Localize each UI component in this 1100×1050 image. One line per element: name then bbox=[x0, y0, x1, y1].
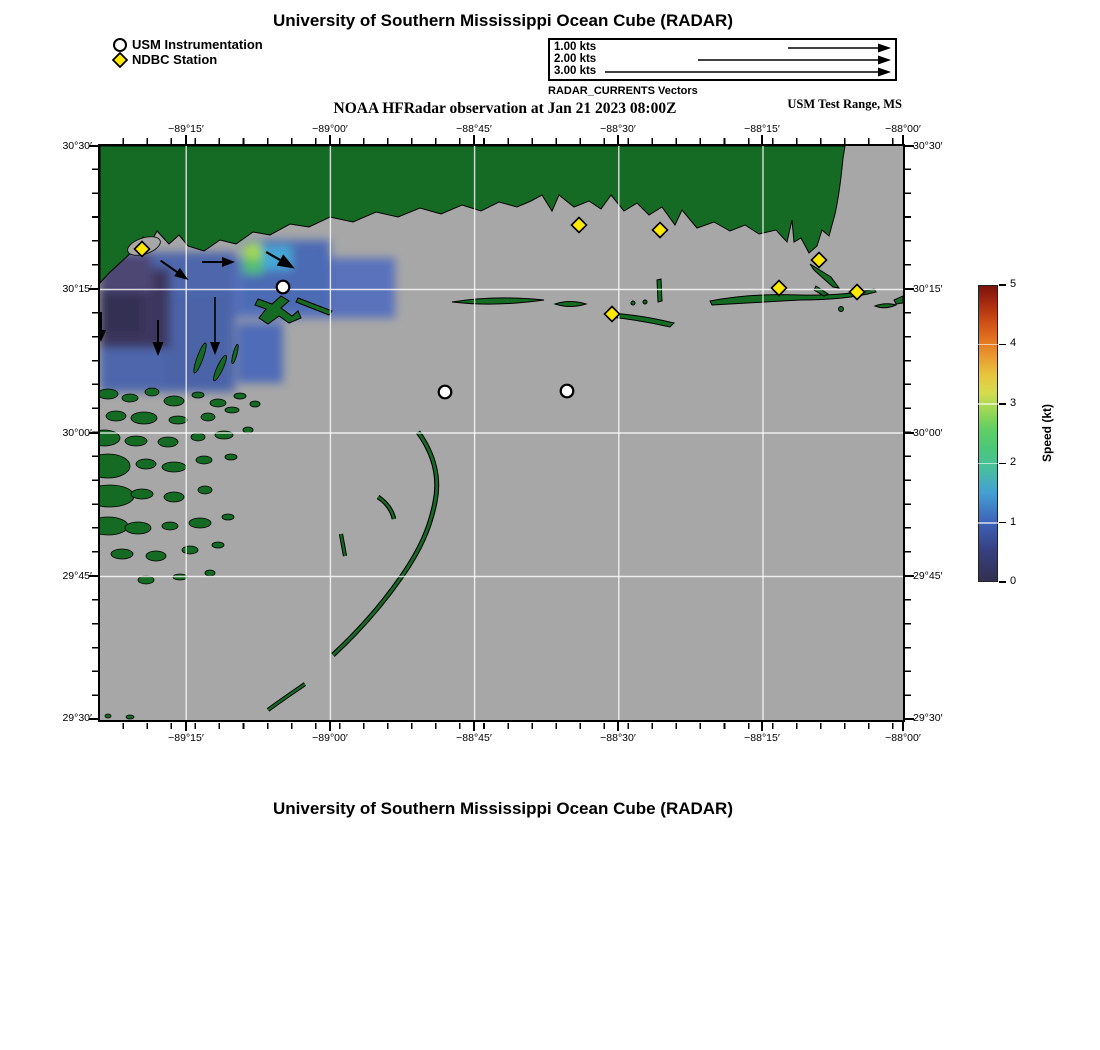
region-label: USM Test Range, MS bbox=[787, 97, 902, 111]
page-title: University of Southern Mississippi Ocean Cube (RADAR) bbox=[272, 11, 733, 30]
lon-tick-label: −88°00′ bbox=[885, 732, 921, 744]
island-sliver bbox=[657, 279, 662, 302]
axis-tick bbox=[329, 135, 331, 144]
colorbar-gridline bbox=[978, 463, 998, 465]
vector-scale-box bbox=[548, 38, 897, 81]
diamond-icon bbox=[112, 52, 128, 68]
colorbar-axis-label: Speed (kt) bbox=[1040, 404, 1054, 463]
lon-tick-label: −89°15′ bbox=[168, 732, 204, 744]
colorbar-tick-label: 0 bbox=[1010, 575, 1017, 587]
axis-tick bbox=[761, 722, 763, 731]
colorbar-tick-label: 3 bbox=[1010, 397, 1017, 409]
vector-scale-arrows bbox=[550, 40, 895, 79]
vector-scale-2kt: 2.00 kts bbox=[554, 53, 597, 65]
map-canvas bbox=[100, 146, 903, 720]
lon-tick-label: −88°30′ bbox=[600, 123, 636, 135]
lat-tick-label: 29°45′ bbox=[913, 570, 943, 582]
circle-icon bbox=[112, 37, 128, 53]
axis-tick bbox=[617, 135, 619, 144]
axis-tick bbox=[617, 722, 619, 731]
speed-colorbar bbox=[978, 285, 998, 582]
legend-item-ndbc bbox=[112, 52, 217, 67]
colorbar-gridline bbox=[978, 522, 998, 524]
lat-tick-label: 29°30′ bbox=[62, 712, 92, 724]
colorbar-tick-label: 2 bbox=[1010, 456, 1017, 468]
legend-label-usm: USM Instrumentation bbox=[132, 37, 263, 52]
colorbar-tick bbox=[999, 403, 1006, 405]
lon-tick-label: −88°45′ bbox=[456, 123, 492, 135]
usm-instrument-marker bbox=[277, 281, 290, 294]
lat-tick-label: 30°30′ bbox=[62, 140, 92, 152]
lat-tick-label: 30°00′ bbox=[62, 427, 92, 439]
colorbar-tick-label: 4 bbox=[1010, 337, 1017, 349]
lon-tick-label: −89°15′ bbox=[168, 123, 204, 135]
lon-tick-label: −88°15′ bbox=[744, 732, 780, 744]
axis-tick bbox=[902, 135, 904, 144]
lon-tick-label: −88°00′ bbox=[885, 123, 921, 135]
colorbar-tick-label: 5 bbox=[1010, 278, 1017, 290]
usm-instrument-marker bbox=[561, 385, 574, 398]
lon-tick-label: −88°30′ bbox=[600, 732, 636, 744]
islet bbox=[643, 300, 647, 304]
lat-tick-label: 30°00′ bbox=[913, 427, 943, 439]
legend-label-ndbc: NDBC Station bbox=[132, 52, 218, 67]
bottom-axis-minor-ticks bbox=[100, 723, 903, 729]
colorbar-tick bbox=[999, 284, 1006, 286]
islet bbox=[839, 307, 844, 312]
usm-instrument-marker bbox=[439, 386, 452, 399]
axis-tick bbox=[185, 135, 187, 144]
observation-subtitle: NOAA HFRadar observation at Jan 21 2023 08:00Z bbox=[333, 100, 677, 117]
island-sliver bbox=[555, 302, 586, 307]
axis-tick bbox=[761, 135, 763, 144]
axis-tick bbox=[902, 722, 904, 731]
colorbar-gridline bbox=[978, 403, 998, 405]
vector-scale-caption: RADAR_CURRENTS Vectors bbox=[548, 85, 698, 97]
lat-tick-label: 30°30′ bbox=[913, 140, 943, 152]
axis-tick bbox=[473, 722, 475, 731]
lon-tick-label: −88°45′ bbox=[456, 732, 492, 744]
lon-tick-label: −89°00′ bbox=[312, 123, 348, 135]
axis-tick bbox=[473, 135, 475, 144]
colorbar-tick-label: 1 bbox=[1010, 516, 1017, 528]
legend-item-usm bbox=[112, 37, 263, 52]
vector-scale-3kt: 3.00 kts bbox=[554, 65, 597, 77]
lon-tick-label: −89°00′ bbox=[312, 732, 348, 744]
colorbar-tick bbox=[999, 344, 1006, 346]
lon-tick-label: −88°15′ bbox=[744, 123, 780, 135]
colorbar-tick bbox=[999, 522, 1006, 524]
map-plot-area bbox=[98, 144, 905, 722]
axis-tick bbox=[185, 722, 187, 731]
colorbar-tick bbox=[999, 581, 1006, 583]
axis-tick bbox=[329, 722, 331, 731]
islet bbox=[631, 301, 635, 305]
vector-scale-1kt: 1.00 kts bbox=[554, 41, 597, 53]
colorbar-gridline bbox=[978, 344, 998, 346]
colorbar-tick bbox=[999, 463, 1006, 465]
lat-tick-label: 29°30′ bbox=[913, 712, 943, 724]
bottom-title: University of Southern Mississippi Ocean Cube (RADAR) bbox=[272, 799, 733, 818]
lat-tick-label: 30°15′ bbox=[913, 283, 943, 295]
lat-tick-label: 29°45′ bbox=[62, 570, 92, 582]
lat-tick-label: 30°15′ bbox=[62, 283, 92, 295]
